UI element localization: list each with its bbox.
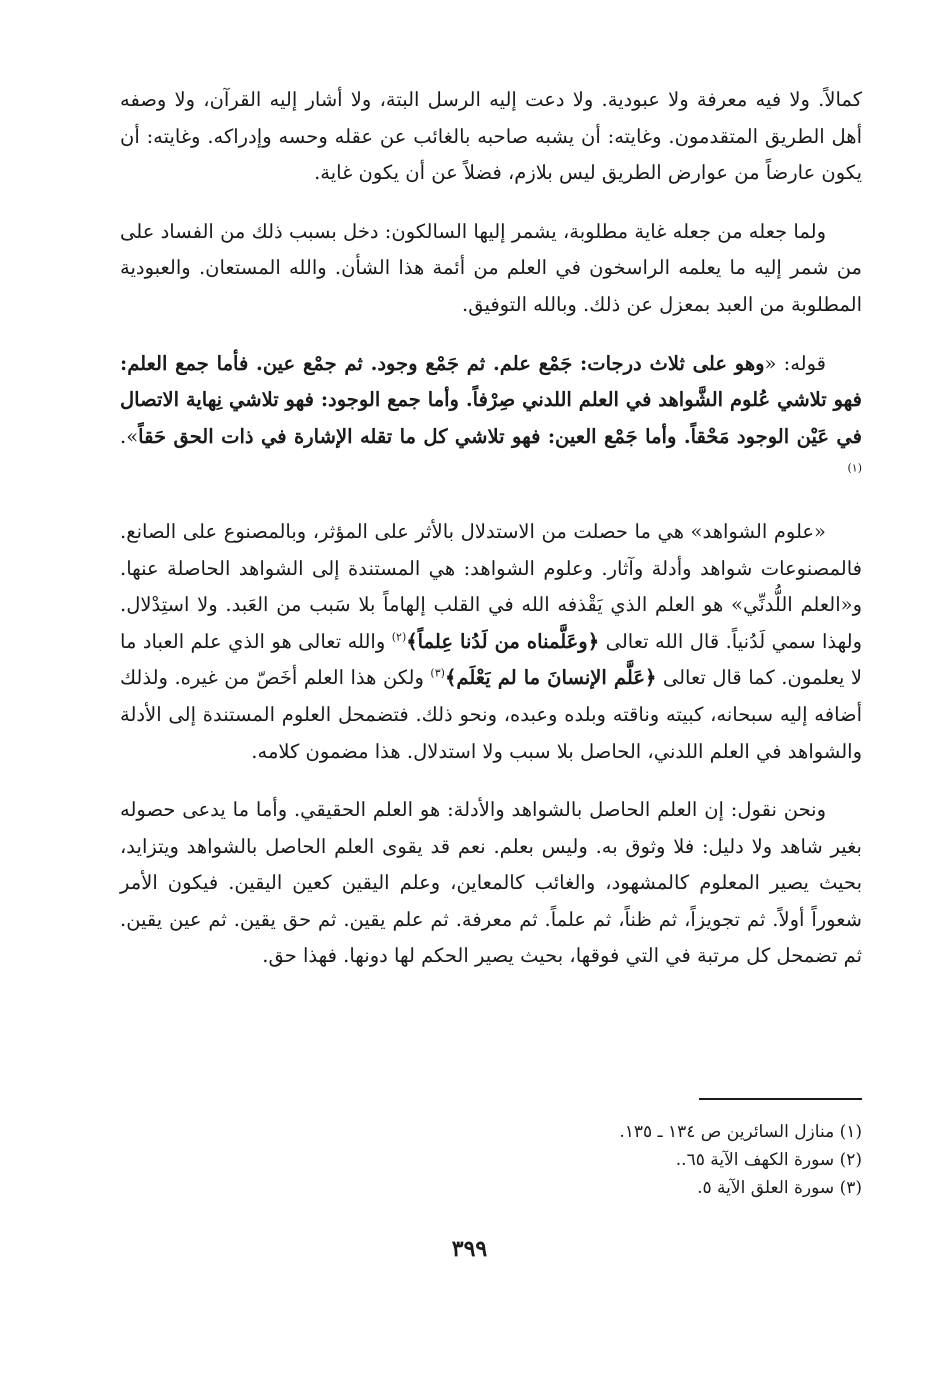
paragraph-4-part-b: والله تعالى هو الذي علم العباد ما لا يعلمون. كما قال تعالى bbox=[120, 629, 862, 690]
footnote-ref-2: (٢) bbox=[391, 630, 407, 644]
paragraph-2: ولما جعله من جعله غاية مطلوبة، يشمر إليها السالكون: دخل بسبب ذلك من الفساد على من شمر إليه ما يعلمه الراسخون في العلم من أئمة هذا الشأن. والله المستعان. والعبودية المطلوبة من العبد بمعزل عن ذلك. وبالله التوفيق. bbox=[120, 219, 862, 316]
page-number: ٣٩٩ bbox=[451, 1236, 488, 1262]
footnote-3: (٣) سورة العلق الآية ٥. bbox=[697, 1178, 862, 1198]
quran-verse-2: ﴿عَلَّم الإنسانَ ما لم يَعْلَم﴾ bbox=[444, 666, 657, 690]
page-body bbox=[120, 82, 862, 997]
paragraph-1: كمالاً. ولا فيه معرفة ولا عبودية. ولا دعت إليه الرسل البتة، ولا أشار إليه القرآن، ولا وصفه أهل الطريق المتقدمون. وغايته: أن يشبه صاحبه بالغائب عن عقله وحسه وإدراكه. وغايته: أن يكون عارضاً من عوارض الطريق ليس بلازم، فضلاً عن أن يكون غاية. bbox=[120, 88, 862, 185]
quote-text: وهو على ثلاث درجات: جَمْع علم. ثم جَمْع وجود. ثم جمْع عين. فأما جمع العلم: فهو تلاشي عُلوم الشَّواهد في العلم اللدني صِرْفاً. وأما جمع الوجود: فهو تلاشي نِهاية الاتصال في عَيْن الوجود مَحْقاً. وأما جَمْع العين: فهو تلاشي كل ما تقله الإشارة في ذات الحق حَقاً bbox=[120, 351, 862, 448]
paragraph-4-part-a: «علوم الشواهد» هي ما حصلت من الاستدلال بالأثر على المؤثر، وبالمصنوع على الصانع. فالمصنوعات شواهد وأدلة وآثار. وعلوم الشواهد: هي المستندة إلى الشواهد الحاصلة عنها. و«العلم اللُّدنِّي» هو العلم الذي يَقْذفه الله في القلب إلهاماً بلا سَبب من العَبد. ولا استِدْلال. ولهذا سمي لَدُنياً. قال الله تعالى bbox=[120, 519, 862, 653]
quran-verse-1: ﴿وعَلَّمناه من لَدُنا عِلماً﴾ bbox=[406, 629, 600, 653]
footnote-2: (٢) سورة الكهف الآية ٦٥.. bbox=[675, 1150, 862, 1170]
footnote-divider bbox=[699, 1098, 862, 1100]
quote-end: ». bbox=[120, 424, 139, 448]
paragraph-5: ونحن نقول: إن العلم الحاصل بالشواهد والأدلة: هو العلم الحقيقي. وأما ما يدعى حصوله بغير شاهد ولا دليل: فلا وثوق به. وليس بعلم. نعم قد يقوى العلم الحاصل بالشواهد ويتزايد، بحيث يصير المعلوم كالمشهود، والغائب كالمعاين، وعلم اليقين كعين اليقين. فيكون الأمر شعوراً أولاً. ثم تجويزاً، ثم ظناً، ثم علماً. ثم معرفة. ثم علم يقين. ثم حق يقين. ثم عين يقين. ثم تضمحل كل مرتبة في التي فوقها، بحيث يصير الحكم لها دونها. فهذا حق. bbox=[120, 798, 862, 968]
paragraph-3-quote bbox=[120, 346, 862, 492]
footnote-1: (١) منازل السائرين ص ١٣٤ ـ ١٣٥. bbox=[619, 1122, 862, 1142]
footnotes bbox=[420, 1118, 862, 1202]
quote-lead: قوله: « bbox=[764, 351, 826, 375]
paragraph-4-part-c: ولكن هذا العلم أخَصّ من غيره. ولذلك أضافه إليه سبحانه، كبيته وناقته وبلده وعبده، ونحو ذلك. فتضمحل العلوم المستندة إلى الأدلة والشواهد في العلم اللدني، الحاصل بلا سبب ولا استدلال. هذا مضمون كلامه. bbox=[120, 666, 862, 763]
footnote-ref-1: (١) bbox=[847, 461, 862, 475]
footnote-ref-3: (٣) bbox=[430, 666, 445, 680]
paragraph-4 bbox=[120, 514, 862, 770]
